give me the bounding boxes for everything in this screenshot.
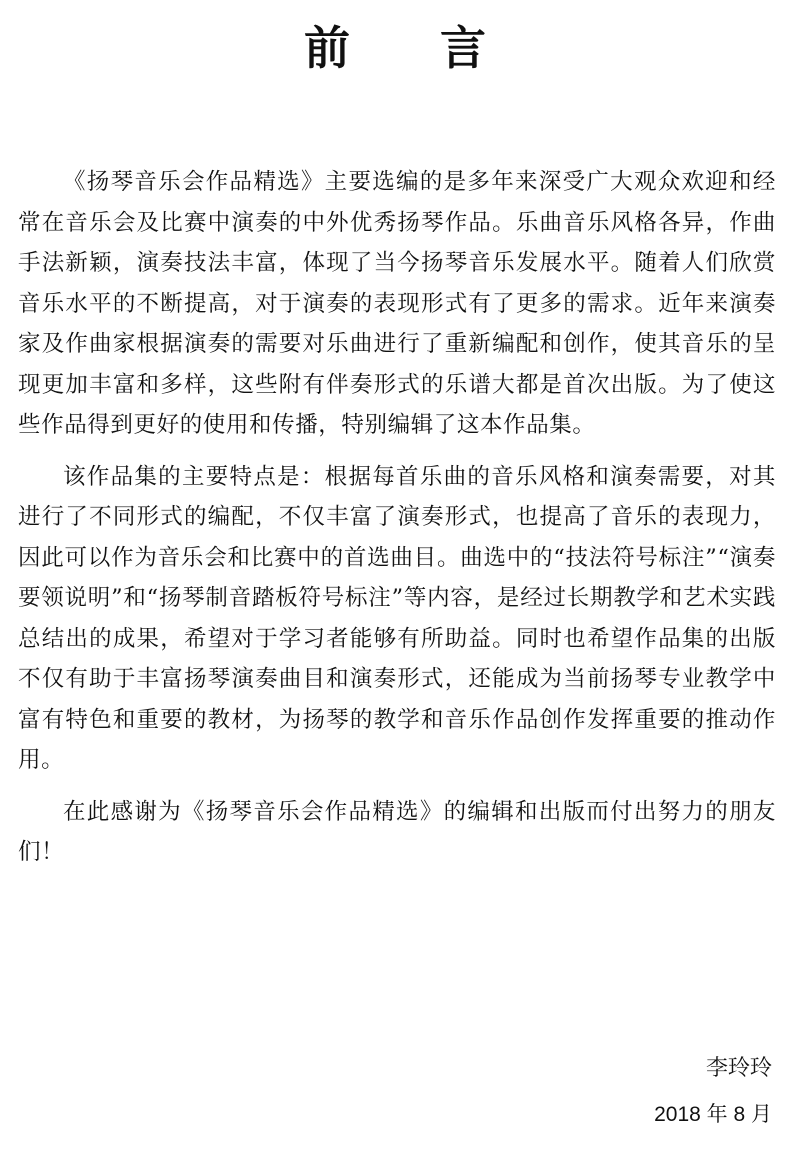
page-title: 前言: [304, 21, 576, 75]
paragraph-1: 《扬琴音乐会作品精选》主要选编的是多年来深受广大观众欢迎和经常在音乐会及比赛中演奏的中外优秀扬琴作品。乐曲音乐风格各异，作曲手法新颖，演奏技法丰富，体现了当今扬琴音乐发展水平。随着人们欣赏音乐水平的不断提高，对于演奏的表现形式有了更多的需求。近年来演奏家及作曲家根据演奏的需要对乐曲进行了重新编配和创作，使其音乐的呈现更加丰富和多样，这些附有伴奏形式的乐谱大都是首次出版。为了使这些作品得到更好的使用和传播，特别编辑了这本作品集。: [18, 169, 776, 438]
paragraph-3: 在此感谢为《扬琴音乐会作品精选》的编辑和出版而付出努力的朋友们！: [18, 798, 776, 865]
date-line: 2018 年 8 月: [654, 1103, 772, 1126]
author-signature: 李玲玲: [705, 1056, 772, 1081]
paragraph-2: 该作品集的主要特点是：根据每首乐曲的音乐风格和演奏需要，对其进行了不同形式的编配，不仅丰富了演奏形式，也提高了音乐的表现力，因此可以作为音乐会和比赛中的首选曲目。曲选中的“技法符号标注”“演奏要领说明”和“扬琴制音踏板符号标注”等内容，是经过长期教学和艺术实践总结出的成果，希望对于学习者能够有所助益。同时也希望作品集的出版不仅有助于丰富扬琴演奏曲目和演奏形式，还能成为当前扬琴专业教学中富有特色和重要的教材，为扬琴的教学和音乐作品创作发挥重要的推动作用。: [18, 463, 776, 773]
preface-body: [18, 162, 776, 884]
